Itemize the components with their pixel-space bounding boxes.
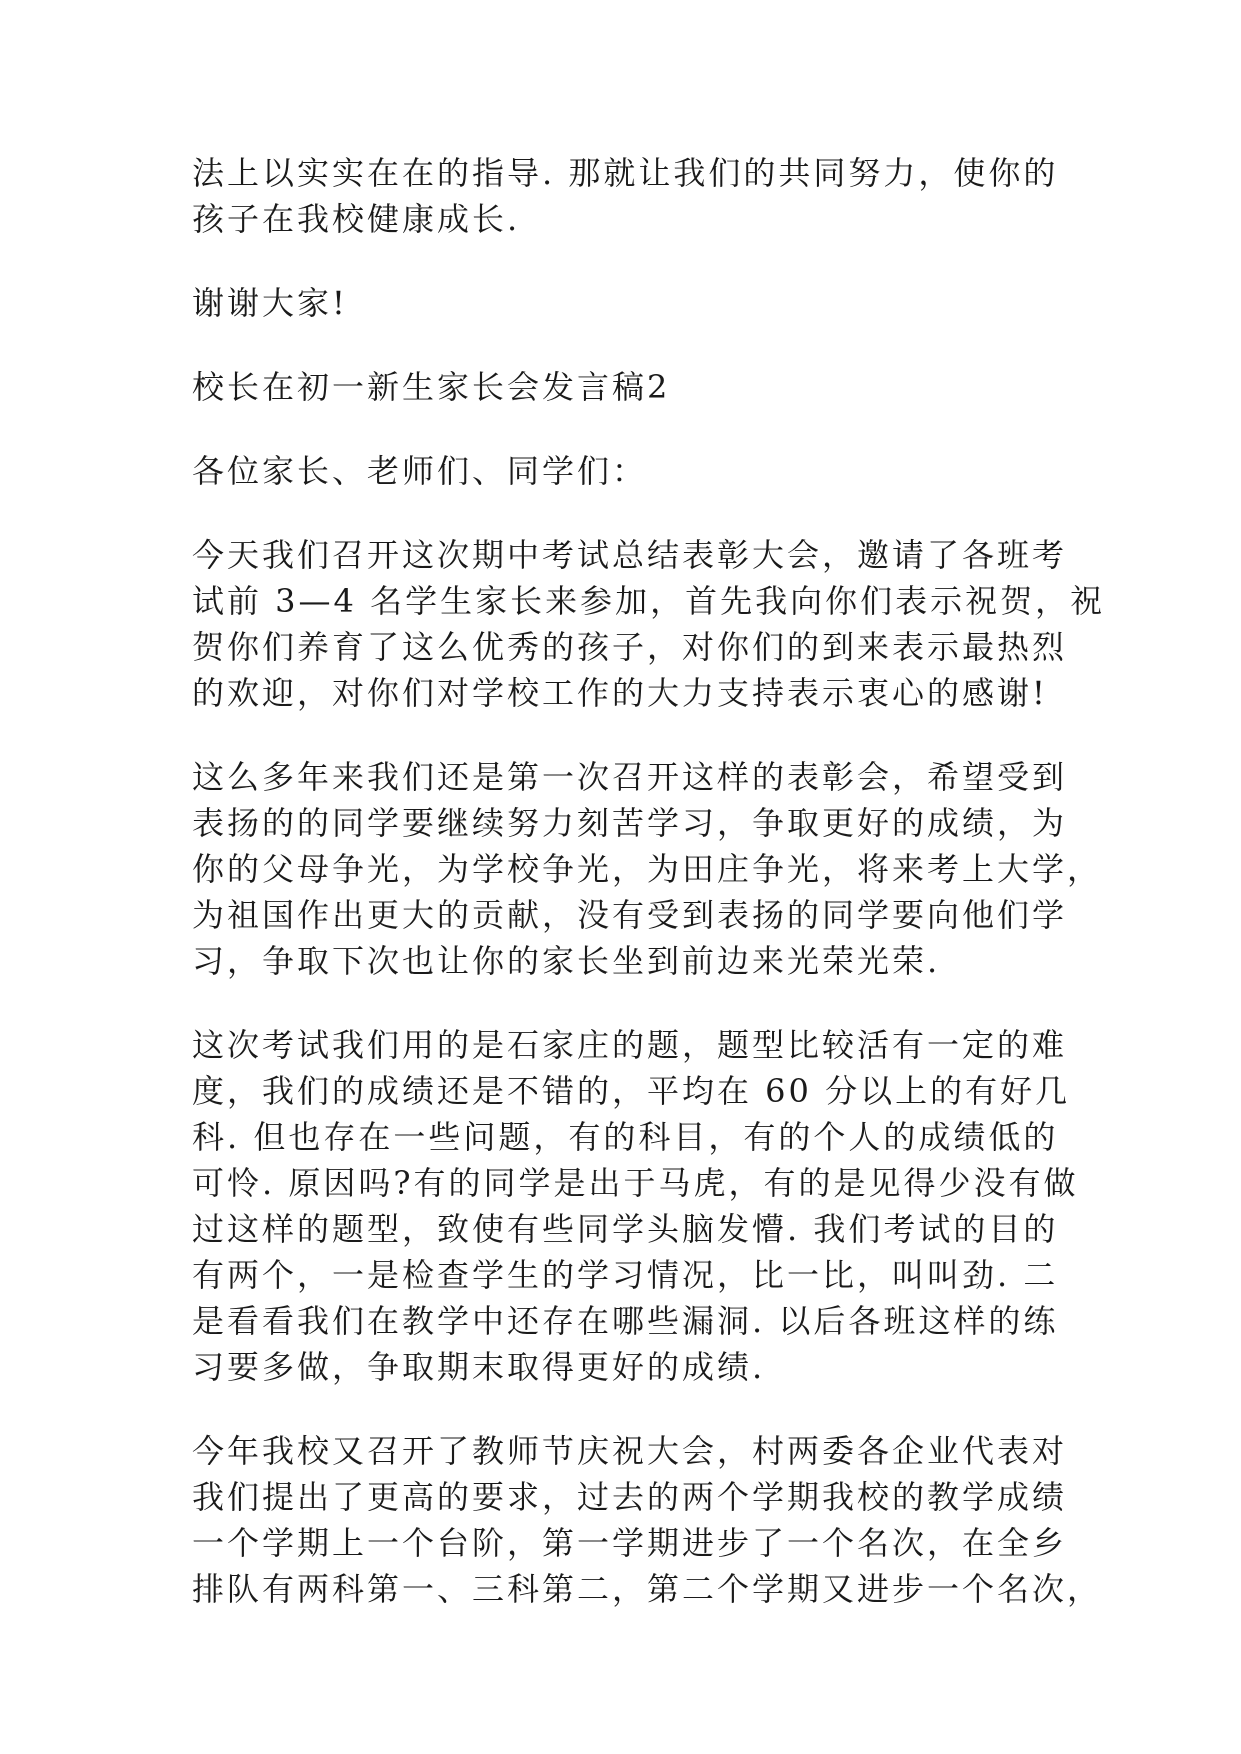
text-line: 有两个，一是检查学生的学习情况，比一比，叫叫劲. 二 bbox=[192, 1256, 1059, 1294]
text-line: 过这样的题型，致使有些同学头脑发懵. 我们考试的目的 bbox=[192, 1210, 1059, 1248]
text-line: 为祖国作出更大的贡献，没有受到表扬的同学要向他们学 bbox=[192, 896, 1068, 934]
document-body bbox=[192, 150, 1106, 1650]
paragraph-encouragement bbox=[192, 754, 1103, 984]
section-title bbox=[192, 364, 1052, 410]
text-line: 一个学期上一个台阶，第一学期进步了一个名次，在全乡 bbox=[192, 1524, 1068, 1562]
text-line: 可怜. 原因吗?有的同学是出于马虎，有的是见得少没有做 bbox=[192, 1164, 1079, 1202]
text-line: 各位家长、老师们、同学们： bbox=[192, 452, 648, 490]
text-line: 这么多年来我们还是第一次召开这样的表彰会，希望受到 bbox=[192, 758, 1068, 796]
paragraph-salutation bbox=[192, 448, 1052, 494]
paragraph-thanks bbox=[192, 280, 1052, 326]
text-line: 表扬的的同学要继续努力刻苦学习，争取更好的成绩，为 bbox=[192, 804, 1068, 842]
paragraph-closing-guidance bbox=[192, 150, 1059, 242]
text-line: 孩子在我校健康成长. bbox=[192, 200, 521, 238]
text-line: 我们提出了更高的要求，过去的两个学期我校的教学成绩 bbox=[192, 1478, 1068, 1516]
text-line: 贺你们养育了这么优秀的孩子，对你们的到来表示最热烈 bbox=[192, 628, 1068, 666]
text-line: 今天我们召开这次期中考试总结表彰大会，邀请了各班考 bbox=[192, 536, 1068, 574]
text-line: 这次考试我们用的是石家庄的题，题型比较活有一定的难 bbox=[192, 1026, 1068, 1064]
text-line: 法上以实实在在的指导. 那就让我们的共同努力，使你的 bbox=[192, 154, 1059, 192]
text-line: 校长在初一新生家长会发言稿2 bbox=[192, 368, 671, 406]
text-line: 科. 但也存在一些问题，有的科目，有的个人的成绩低的 bbox=[192, 1118, 1059, 1156]
text-line: 试前 3—4 名学生家长来参加，首先我向你们表示祝贺，祝 bbox=[192, 582, 1106, 620]
text-line: 习，争取下次也让你的家长坐到前边来光荣光荣. bbox=[192, 942, 941, 980]
text-line: 是看看我们在教学中还存在哪些漏洞. 以后各班这样的练 bbox=[192, 1302, 1059, 1340]
text-line: 排队有两科第一、三科第二，第二个学期又进步一个名次， bbox=[192, 1570, 1103, 1608]
text-line: 谢谢大家! bbox=[192, 284, 348, 322]
paragraph-teachers-day bbox=[192, 1428, 1103, 1612]
text-line: 今年我校又召开了教师节庆祝大会，村两委各企业代表对 bbox=[192, 1432, 1068, 1470]
text-line: 你的父母争光，为学校争光，为田庄争光，将来考上大学， bbox=[192, 850, 1103, 888]
text-line: 度，我们的成绩还是不错的，平均在 60 分以上的有好几 bbox=[192, 1072, 1071, 1110]
text-line: 的欢迎，对你们对学校工作的大力支持表示衷心的感谢! bbox=[192, 674, 1048, 712]
paragraph-exam-analysis bbox=[192, 1022, 1079, 1390]
text-line: 习要多做，争取期末取得更好的成绩. bbox=[192, 1348, 766, 1386]
paragraph-opening bbox=[192, 532, 1106, 716]
